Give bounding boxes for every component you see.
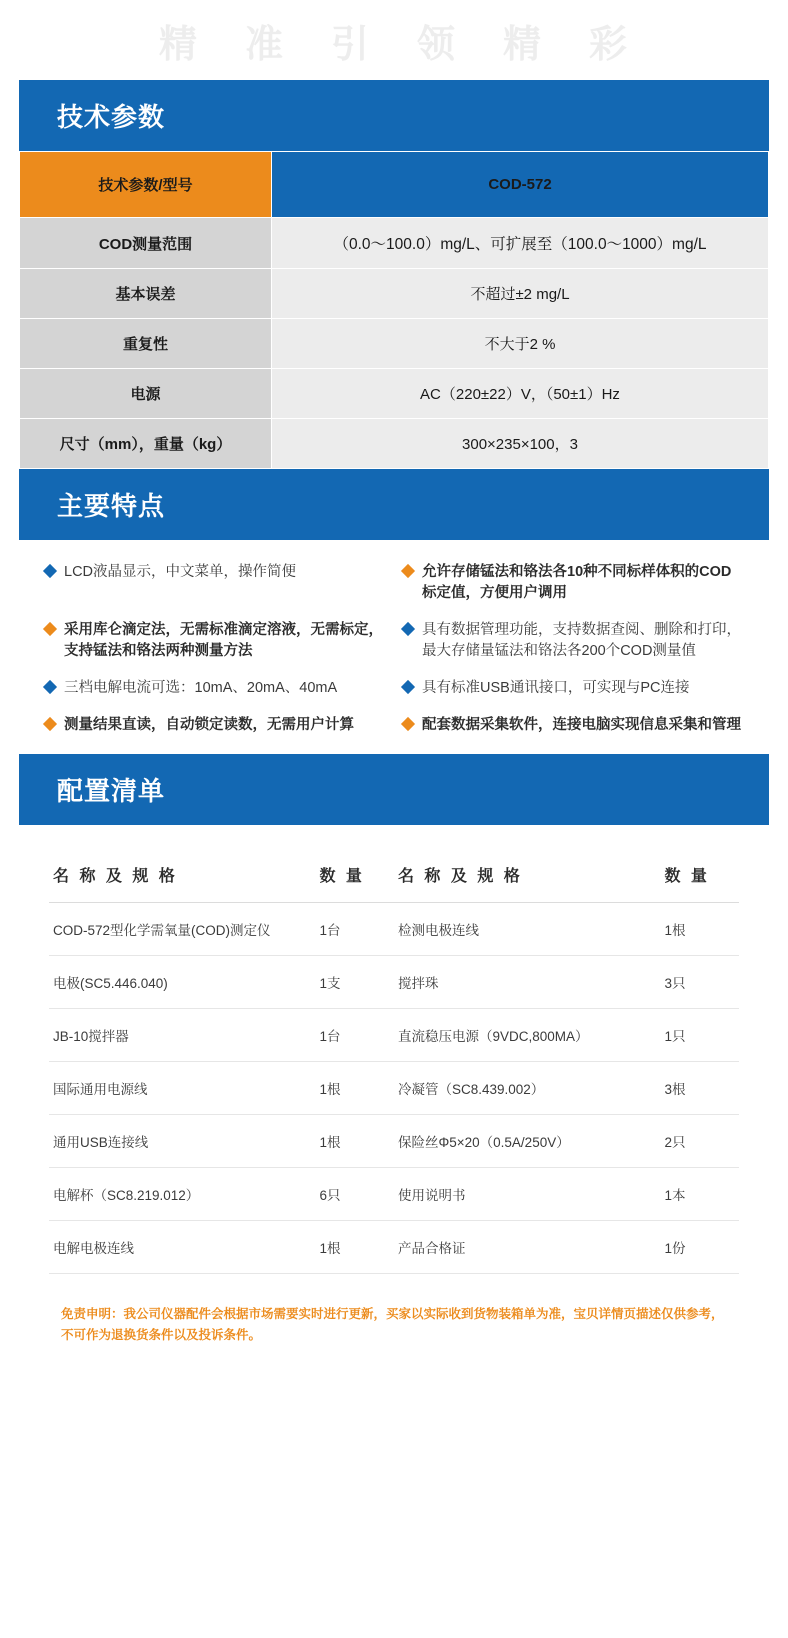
config-item-name: 保险丝Φ5×20（0.5A/250V） <box>394 1115 660 1168</box>
config-item-name: 搅拌珠 <box>394 956 660 1009</box>
spec-value: 不超过±2 mg/L <box>272 269 769 319</box>
spec-value: 不大于2 % <box>272 319 769 369</box>
feature-text: 具有数据管理功能，支持数据查阅、删除和打印，最大存储量锰法和铬法各200个COD测量值 <box>422 622 741 660</box>
column-header-qty-2: 数 量 <box>660 851 739 903</box>
column-header-name-2: 名 称 及 规 格 <box>394 851 660 903</box>
watermark-char: 领 <box>417 23 458 66</box>
config-item-qty: 1支 <box>315 956 394 1009</box>
config-item-name: 电解电极连线 <box>49 1221 315 1274</box>
feature-text: 具有标准USB通讯接口，可实现与PC连接 <box>422 680 690 697</box>
config-item-name: 直流稳压电源（9VDC,800MA） <box>394 1009 660 1062</box>
feature-text: 三档电解电流可选：10mA、20mA、40mA <box>64 680 338 697</box>
config-item-qty: 2只 <box>660 1115 739 1168</box>
list-item <box>403 715 743 736</box>
feature-text: LCD液晶显示，中文菜单，操作简便 <box>64 564 297 580</box>
diamond-bullet-icon <box>43 564 57 578</box>
table-row <box>49 1062 739 1115</box>
table-header-row <box>49 851 739 903</box>
config-item-qty: 3根 <box>660 1062 739 1115</box>
config-item-name: COD-572型化学需氧量(COD)测定仪 <box>49 903 315 956</box>
watermark-char: 彩 <box>589 23 630 66</box>
diamond-bullet-icon <box>401 564 415 578</box>
table-row <box>20 152 769 218</box>
list-item <box>45 562 385 604</box>
config-item-name: 国际通用电源线 <box>49 1062 315 1115</box>
config-item-name: JB-10搅拌器 <box>49 1009 315 1062</box>
spec-value: （0.0～100.0）mg/L、可扩展至（100.0～1000）mg/L <box>272 218 769 269</box>
spec-label: 重复性 <box>20 319 272 369</box>
watermark-char: 精 <box>503 23 544 66</box>
config-item-name: 电极(SC5.446.040) <box>49 956 315 1009</box>
watermark-banner <box>0 0 788 80</box>
config-item-name: 冷凝管（SC8.439.002） <box>394 1062 660 1115</box>
section-title-features: 主要特点 <box>19 469 769 540</box>
table-row <box>49 903 739 956</box>
config-item-qty: 1根 <box>315 1062 394 1115</box>
config-item-qty: 1台 <box>315 903 394 956</box>
watermark-char: 引 <box>330 23 371 66</box>
diamond-bullet-icon <box>43 717 57 731</box>
disclaimer-text: 免责申明：我公司仪器配件会根据市场需要实时进行更新，买家以实际收到货物装箱单为准，宝贝详情页描述仅供参考，不可作为退换货条件以及投诉条件。 <box>61 1307 724 1343</box>
table-row <box>49 956 739 1009</box>
config-item-qty: 3只 <box>660 956 739 1009</box>
spec-label: COD测量范围 <box>20 218 272 269</box>
list-item <box>403 562 743 604</box>
spec-label: 电源 <box>20 369 272 419</box>
list-item <box>45 715 385 736</box>
feature-text: 允许存储锰法和铬法各10种不同标样体积的COD标定值，方便用户调用 <box>422 564 732 602</box>
table-row <box>49 1168 739 1221</box>
list-item <box>403 620 743 662</box>
table-row <box>49 1221 739 1274</box>
diamond-bullet-icon <box>401 622 415 636</box>
table-row <box>20 419 769 469</box>
column-header-qty-1: 数 量 <box>315 851 394 903</box>
spec-label: 基本误差 <box>20 269 272 319</box>
config-item-name: 使用说明书 <box>394 1168 660 1221</box>
config-item-qty: 6只 <box>315 1168 394 1221</box>
diamond-bullet-icon <box>43 680 57 694</box>
config-item-name: 产品合格证 <box>394 1221 660 1274</box>
diamond-bullet-icon <box>401 680 415 694</box>
table-row <box>20 269 769 319</box>
section-title-config: 配置清单 <box>19 754 769 825</box>
section-title-specs: 技术参数 <box>19 80 769 151</box>
config-item-qty: 1根 <box>315 1115 394 1168</box>
watermark-char: 精 <box>158 23 199 66</box>
spec-value: 300×235×100，3 <box>272 419 769 469</box>
config-item-qty: 1根 <box>660 903 739 956</box>
config-item-qty: 1本 <box>660 1168 739 1221</box>
config-item-qty: 1只 <box>660 1009 739 1062</box>
list-item <box>45 620 385 662</box>
table-row <box>20 218 769 269</box>
spec-header-model: COD-572 <box>272 152 769 218</box>
feature-text: 配套数据采集软件，连接电脑实现信息采集和管理 <box>422 717 741 734</box>
table-row <box>20 319 769 369</box>
list-item <box>403 678 743 699</box>
table-row <box>49 1115 739 1168</box>
config-item-name: 检测电极连线 <box>394 903 660 956</box>
diamond-bullet-icon <box>43 622 57 636</box>
spec-table <box>19 151 769 469</box>
diamond-bullet-icon <box>401 717 415 731</box>
column-header-name-1: 名 称 及 规 格 <box>49 851 315 903</box>
config-item-qty: 1份 <box>660 1221 739 1274</box>
table-row <box>49 1009 739 1062</box>
config-item-qty: 1根 <box>315 1221 394 1274</box>
watermark-char: 准 <box>244 23 285 66</box>
config-table <box>49 851 739 1274</box>
spec-value: AC（220±22）V，（50±1）Hz <box>272 369 769 419</box>
config-item-name: 电解杯（SC8.219.012） <box>49 1168 315 1221</box>
list-item <box>45 678 385 699</box>
config-list <box>19 825 769 1284</box>
config-item-qty: 1台 <box>315 1009 394 1062</box>
spec-header-left: 技术参数/型号 <box>20 152 272 218</box>
feature-list <box>19 540 769 754</box>
feature-text: 测量结果直读，自动锁定读数，无需用户计算 <box>64 717 354 734</box>
table-row <box>20 369 769 419</box>
spec-label: 尺寸（mm），重量（kg） <box>20 419 272 469</box>
feature-text: 采用库仑滴定法，无需标准滴定溶液，无需标定，支持锰法和铬法两种测量方法 <box>64 622 383 660</box>
config-item-name: 通用USB连接线 <box>49 1115 315 1168</box>
